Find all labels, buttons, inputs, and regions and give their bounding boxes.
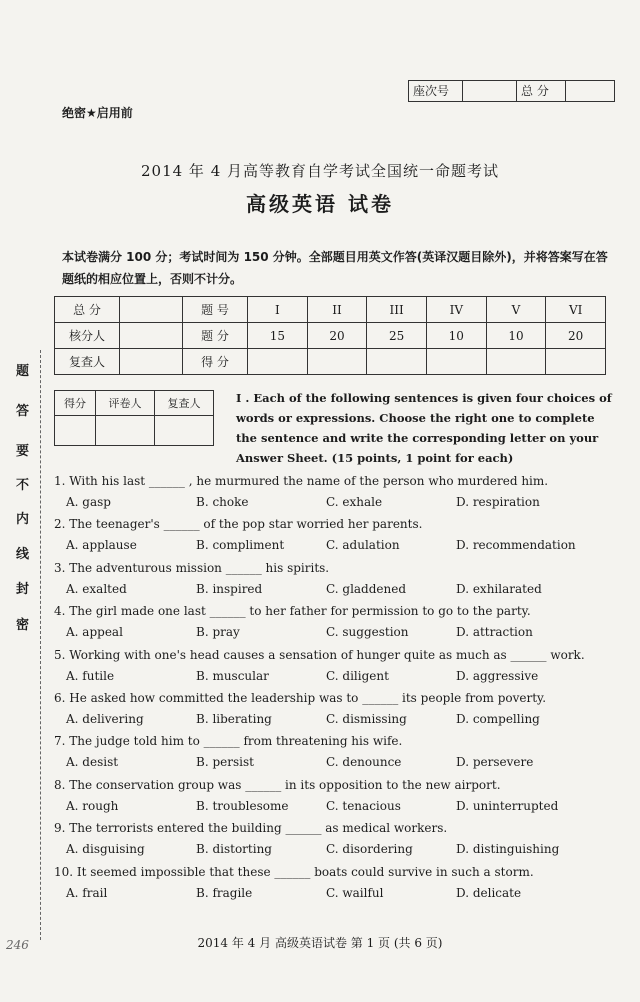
score-row [55, 297, 606, 323]
question-stem: 7. The judge told him to ______ from threatening his wife. [54, 734, 403, 749]
score-cell [120, 323, 183, 349]
answer-option: A. disguising [66, 842, 145, 857]
score-cell: 题 分 [183, 323, 248, 349]
total-value [566, 81, 614, 101]
answer-option: C. diligent [326, 668, 389, 683]
score-cell: IV [426, 297, 486, 323]
question-stem: 5. Working with one's head causes a sensation of hunger quite as much as ______ work. [54, 647, 585, 662]
score-cell [546, 349, 606, 375]
answer-option: A. rough [66, 798, 119, 813]
answer-option: B. compliment [196, 538, 285, 553]
grader-cell [55, 416, 96, 446]
answer-option: D. delicate [456, 885, 522, 900]
answer-option: B. liberating [196, 712, 272, 726]
answer-option: C. exhale [326, 495, 383, 509]
seat-total-box [408, 80, 615, 102]
answer-option: B. fragile [196, 885, 253, 900]
answer-option: D. attraction [456, 625, 533, 640]
grader-blank-row [55, 416, 214, 446]
question-stem: 9. The terrorists entered the building ______ as medical workers. [54, 821, 448, 836]
answer-option: D. uninterrupted [456, 798, 559, 813]
answer-option: A. frail [66, 885, 108, 900]
seal-char: 线 [16, 547, 30, 562]
answer-option: B. distorting [196, 842, 272, 857]
seat-label: 座次号 [409, 81, 463, 101]
score-cell [120, 297, 183, 323]
answer-option: A. delivering [66, 712, 144, 726]
score-cell [120, 349, 183, 375]
score-cell: 20 [307, 323, 367, 349]
score-cell [248, 349, 308, 375]
answer-option: D. distinguishing [456, 842, 560, 857]
score-row [55, 323, 606, 349]
answer-option: C. denounce [326, 755, 402, 770]
page-number: 246 [6, 938, 29, 952]
total-label: 总 分 [517, 81, 566, 101]
answer-option: C. adulation [326, 538, 400, 553]
question-stem: 2. The teenager's ______ of the pop star worried her parents. [54, 517, 423, 532]
answer-option: A. exalted [66, 581, 127, 596]
score-cell: 总 分 [55, 297, 120, 323]
exam-notice: 本试卷满分 100 分；考试时间为 150 分钟。全部题目用英文作答(英译汉题目除外)，并将答案写在答题纸的相应位置上，否则不计分。 [62, 250, 608, 286]
answer-option: D. persevere [456, 755, 534, 770]
page-footer: 2014 年 4 月 高级英语试卷 第 1 页 (共 6 页) [197, 936, 443, 950]
answer-option: C. suggestion [326, 625, 409, 640]
answer-option: A. appeal [66, 625, 123, 640]
score-cell: V [486, 297, 546, 323]
answer-option: B. inspired [196, 581, 263, 596]
question-stem: 4. The girl made one last ______ to her father for permission to go to the party. [54, 604, 531, 619]
section-instruction: I . Each of the following sentences is given four choices of words or expressions. Choose the right one to complete the sentence and write the corresponding letter on your Answer Sheet. (15 points, 1 point for each) [236, 391, 612, 465]
answer-option: B. pray [196, 625, 240, 640]
answer-option: D. exhilarated [456, 581, 542, 596]
answer-option: A. applause [66, 538, 137, 553]
answer-option: D. aggressive [456, 668, 539, 683]
answer-option: B. muscular [196, 668, 269, 683]
score-cell [486, 349, 546, 375]
score-cell: 15 [248, 323, 308, 349]
question-stem: 6. He asked how committed the leadership was to ______ its people from poverty. [54, 691, 547, 705]
answer-option: C. tenacious [326, 798, 401, 813]
grader-cell [95, 416, 154, 446]
answer-option: C. dismissing [326, 712, 407, 726]
score-cell: VI [546, 297, 606, 323]
seal-line [40, 350, 42, 940]
grader-header-row [55, 391, 214, 416]
score-cell: I [248, 297, 308, 323]
grader-cell: 评卷人 [95, 391, 154, 416]
seat-value [463, 81, 517, 101]
answer-option: C. gladdened [326, 581, 407, 596]
paper-title: 高级英语 试卷 [246, 192, 394, 216]
score-cell: 复查人 [55, 349, 120, 375]
grader-table [54, 390, 214, 446]
grader-cell [154, 416, 213, 446]
grader-cell: 复查人 [154, 391, 213, 416]
score-cell [307, 349, 367, 375]
answer-option: D. compelling [456, 712, 540, 726]
score-cell [367, 349, 427, 375]
score-table [54, 296, 606, 375]
score-cell [426, 349, 486, 375]
score-cell: 10 [426, 323, 486, 349]
score-cell: 10 [486, 323, 546, 349]
answer-option: D. recommendation [456, 538, 576, 553]
question-stem: 3. The adventurous mission ______ his spirits. [54, 560, 330, 575]
score-cell: 核分人 [55, 323, 120, 349]
answer-option: C. wailful [326, 885, 384, 900]
seal-char: 题 [16, 364, 30, 379]
seal-char: 答 [16, 404, 30, 419]
answer-option: B. troublesome [196, 798, 289, 813]
seal-char: 封 [16, 582, 30, 597]
score-row [55, 349, 606, 375]
score-cell: II [307, 297, 367, 323]
question-stem: 10. It seemed impossible that these ______ boats could survive in such a storm. [54, 864, 534, 879]
seal-char: 不 [16, 478, 30, 493]
question-stem: 8. The conservation group was ______ in its opposition to the new airport. [54, 777, 501, 792]
grader-cell: 得分 [55, 391, 96, 416]
question-stem: 1. With his last ______ , he murmured the name of the person who murdered him. [54, 474, 549, 488]
answer-option: A. gasp [66, 495, 111, 509]
exam-title: 2014 年 4 月高等教育自学考试全国统一命题考试 [140, 162, 500, 180]
score-cell: 得 分 [183, 349, 248, 375]
score-cell: III [367, 297, 427, 323]
answer-option: A. futile [66, 668, 115, 683]
seal-char: 密 [16, 618, 30, 633]
answer-option: C. disordering [326, 842, 413, 857]
score-cell: 20 [546, 323, 606, 349]
score-cell: 题 号 [183, 297, 248, 323]
answer-option: B. persist [196, 755, 254, 770]
confidential-label: 绝密★启用前 [62, 106, 133, 120]
seal-char: 内 [16, 512, 30, 527]
score-cell: 25 [367, 323, 427, 349]
seal-char: 要 [16, 444, 30, 459]
answer-option: B. choke [196, 495, 249, 509]
answer-option: D. respiration [456, 495, 540, 509]
answer-option: A. desist [66, 755, 119, 770]
